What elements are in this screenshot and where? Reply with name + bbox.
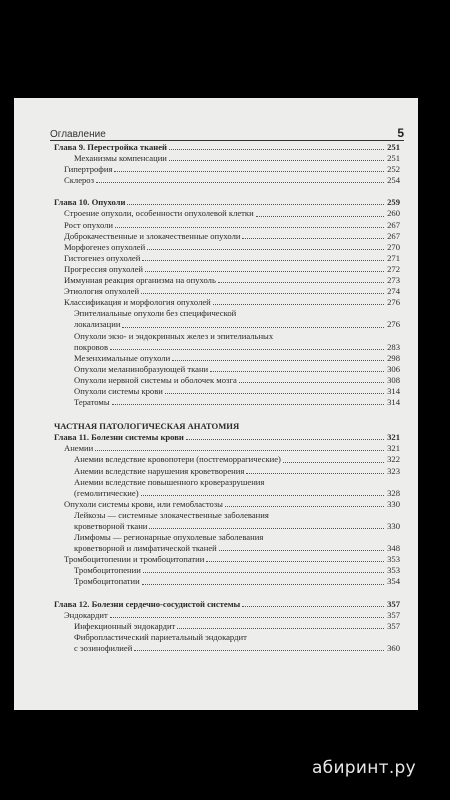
toc-entry-page: 357	[387, 620, 400, 631]
toc-entry	[54, 443, 400, 454]
toc-entry-title: Доброкачественные и злокачественные опухоли	[64, 230, 241, 241]
header-page-number: 5	[397, 126, 404, 140]
toc-entry-title: Опухоли нервной системы и оболочек мозга	[74, 374, 237, 385]
dot-leader	[218, 282, 384, 283]
toc-entry-title: Анемии	[64, 443, 94, 454]
toc-entry-page: 357	[387, 598, 400, 609]
toc-entry-page: 254	[387, 175, 400, 186]
toc-entry-page: 322	[387, 454, 400, 465]
dot-leader	[110, 349, 384, 350]
toc-entry-page: 252	[387, 164, 400, 175]
toc-entry	[54, 565, 400, 576]
toc-entry-title: Инфекционный эндокардит	[74, 620, 176, 631]
toc-entry-title: Анемии вследствие кровопотери (постгеморрагические)	[74, 454, 281, 465]
toc-entry-title: Тромбоцитопатии	[74, 576, 140, 587]
toc-entry	[54, 286, 400, 297]
toc-entry-page: 274	[387, 286, 400, 297]
header-title: Оглавление	[50, 129, 106, 140]
dot-leader	[186, 439, 384, 440]
dot-leader	[115, 227, 384, 228]
dot-leader	[242, 606, 384, 607]
toc-entry-page: 298	[387, 352, 400, 363]
toc-entry-title: Строение опухоли, особенности опухолевой клетки	[64, 208, 254, 219]
toc-entry-page: 353	[387, 565, 400, 576]
dot-leader	[283, 462, 384, 463]
toc-entry-title: Механизмы компенсации	[74, 153, 167, 164]
dot-leader	[169, 160, 384, 161]
dot-leader	[256, 216, 384, 217]
toc-entry-page: 276	[387, 319, 400, 330]
toc-entry-title: кроветворной ткани	[74, 521, 148, 531]
header-rule	[50, 140, 404, 141]
toc-entry-title: Глава 12. Болезни сердечно-сосудистой системы	[54, 598, 241, 609]
toc-entry-page: 323	[387, 465, 400, 476]
dot-leader	[142, 584, 384, 585]
dot-leader	[141, 293, 384, 294]
toc-entry	[54, 610, 400, 621]
toc-chapter	[54, 197, 400, 208]
toc-entry	[54, 275, 400, 286]
toc-entry-line: Анемии вследствие повышенного кроверазрушения	[74, 476, 265, 487]
toc-entry	[54, 353, 400, 364]
dot-leader	[142, 260, 384, 261]
toc-entry	[54, 488, 400, 499]
toc-entry-page: 271	[387, 252, 400, 263]
toc-entry	[54, 466, 400, 477]
toc-entry-title: Тератомы	[74, 397, 110, 408]
toc-entry	[54, 208, 400, 219]
toc-entry	[54, 643, 400, 654]
dot-leader	[165, 393, 384, 394]
toc-entry-page: 321	[387, 443, 400, 454]
dot-leader	[206, 561, 384, 562]
toc-chapter	[54, 142, 400, 153]
toc-entry	[54, 220, 400, 231]
toc-entry-title: Опухоли меланинобразующей ткани	[74, 363, 209, 374]
toc-entry-line: Фибропластический париетальный эндокардит	[74, 631, 247, 642]
toc-entry-line: Лимфомы — регионарные опухолевые заболевания	[74, 532, 264, 543]
dot-leader	[169, 149, 384, 150]
toc-entry-title: Морфогенез опухолей	[64, 241, 146, 252]
dot-leader	[143, 572, 384, 573]
toc-entry-line: Опухоли экзо- и эндокринных желез и эпителиальных	[74, 330, 274, 341]
dot-leader	[242, 238, 384, 239]
toc-entry-page: 330	[387, 521, 400, 531]
dot-leader	[172, 360, 384, 361]
toc-entry-page: 251	[387, 153, 400, 164]
dot-leader	[225, 506, 384, 507]
toc-entry-page: 267	[387, 219, 400, 230]
toc-entry	[54, 543, 400, 554]
toc-entry-title: Глава 9. Перестройка тканей	[54, 142, 167, 152]
dot-leader	[122, 327, 384, 328]
toc-entry-line: Эпителиальные опухоли без специфической	[74, 308, 237, 319]
dot-leader	[213, 304, 384, 305]
toc-entry-title: Эндокардит	[64, 609, 108, 620]
toc-spacer	[54, 186, 400, 197]
toc-entry-page: 267	[387, 230, 400, 241]
dot-leader	[114, 171, 384, 172]
toc-entry	[54, 521, 400, 532]
toc-entry	[54, 231, 400, 242]
toc-entry-line: Лейкозы — системные злокачественные заболевания	[74, 509, 269, 520]
toc-chapter	[54, 599, 400, 610]
dot-leader	[210, 371, 384, 372]
toc-entry	[54, 576, 400, 587]
dot-leader	[95, 450, 384, 451]
toc-entry-title: Классификация и морфология опухолей	[64, 297, 211, 308]
toc-entry	[54, 499, 400, 510]
dot-leader	[219, 550, 384, 551]
toc-entry-page: 330	[387, 498, 400, 509]
toc-entry-page: 354	[387, 576, 400, 587]
toc-entry-title: Глава 10. Опухоли	[54, 197, 126, 208]
toc-entry	[54, 153, 400, 164]
toc-entry-page: 259	[387, 197, 400, 208]
toc-entry-title: (гемолитические)	[74, 487, 139, 498]
toc-entry-title: покровов	[74, 341, 109, 352]
toc-entry-page: 306	[387, 363, 400, 374]
toc-entry	[54, 621, 400, 632]
toc-entry	[54, 264, 400, 275]
toc-entry-page: 353	[387, 554, 400, 565]
toc-entry-page: 308	[387, 374, 400, 385]
toc-entry-title: Тромбоцитопении и тромбоцитопатии	[64, 554, 205, 565]
dot-leader	[110, 617, 384, 618]
toc-entry	[54, 386, 400, 397]
toc-entry-page: 328	[387, 487, 400, 498]
toc-entry-page: 260	[387, 208, 400, 219]
toc-entry	[54, 175, 400, 186]
toc-entry-title: локализации	[74, 319, 121, 330]
dot-leader	[96, 182, 384, 183]
page-header	[50, 126, 404, 140]
toc-entry-title: кроветворной и лимфатической тканей	[74, 543, 217, 554]
toc-entry-title: Гистогенез опухолей	[64, 252, 141, 263]
toc-entry-title: с эозинофилией	[74, 642, 133, 653]
toc-entry-title: Опухоли системы крови	[74, 385, 163, 396]
dot-leader	[141, 495, 384, 496]
toc-entry-title: Этиология опухолей	[64, 286, 140, 297]
dot-leader	[147, 249, 384, 250]
toc-spacer	[54, 588, 400, 599]
toc-entry-page: 273	[387, 275, 400, 286]
dot-leader	[127, 204, 384, 205]
toc-entry	[54, 297, 400, 308]
toc-entry-page: 251	[387, 142, 400, 152]
toc-entry	[54, 375, 400, 386]
toc-entry-page: 348	[387, 543, 400, 554]
toc-entry-page: 360	[387, 642, 400, 653]
toc-entry	[54, 454, 400, 465]
dot-leader	[112, 404, 384, 405]
toc-entry-title: Тромбоцитопении	[74, 565, 141, 576]
toc-entry	[54, 242, 400, 253]
toc-entry-title: Глава 11. Болезни системы крови	[54, 432, 184, 443]
toc-entry-page: 314	[387, 385, 400, 396]
toc-entry-page: 272	[387, 263, 400, 274]
toc-section-heading: ЧАСТНАЯ ПАТОЛОГИЧЕСКАЯ АНАТОМИЯ	[54, 421, 240, 432]
toc-entry	[54, 164, 400, 175]
toc-entry-page: 270	[387, 241, 400, 252]
toc-entry-title: Склероз	[64, 175, 94, 186]
toc-entry-title: Опухоли системы крови, или гемобластозы	[64, 498, 223, 509]
toc-entry	[54, 253, 400, 264]
dot-leader	[246, 473, 384, 474]
toc-entry	[54, 342, 400, 353]
dot-leader	[145, 271, 384, 272]
toc-entry-title: Гипертрофия	[64, 164, 113, 175]
toc-spacer	[54, 408, 400, 419]
table-of-contents	[54, 142, 400, 654]
toc-entry-title: Иммунная реакция организма на опухоль	[64, 275, 216, 286]
toc-entry	[54, 554, 400, 565]
toc-entry	[54, 397, 400, 408]
toc-entry-title: Прогрессия опухолей	[64, 263, 144, 274]
toc-entry-page: 314	[387, 397, 400, 408]
dot-leader	[134, 650, 384, 651]
toc-entry-page: 276	[387, 297, 400, 308]
dot-leader	[177, 628, 384, 629]
toc-entry-page: 283	[387, 341, 400, 352]
toc-chapter	[54, 432, 400, 443]
toc-entry-page: 321	[387, 432, 400, 443]
toc-entry-title: Анемии вследствие нарушения кроветворения	[74, 465, 245, 476]
watermark: абиринт.ру	[311, 758, 416, 778]
toc-entry	[54, 319, 400, 330]
toc-entry-page: 357	[387, 609, 400, 620]
toc-entry	[54, 364, 400, 375]
dot-leader	[149, 528, 384, 529]
dot-leader	[239, 382, 384, 383]
toc-entry-title: Мезенхимальные опухоли	[74, 352, 171, 363]
toc-entry-title: Рост опухоли	[64, 219, 114, 230]
